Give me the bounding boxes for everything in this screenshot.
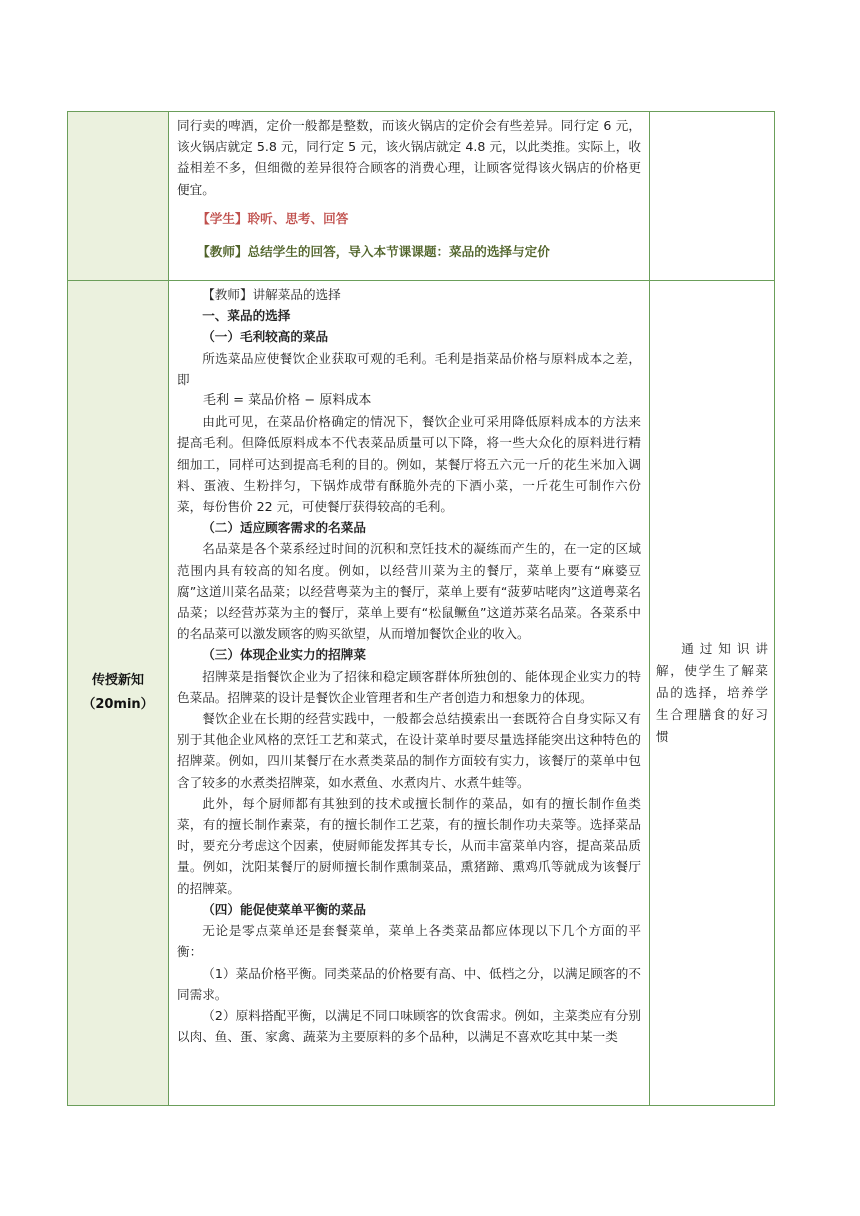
table-row-intro: [68, 112, 775, 281]
teacher-summary: 【教师】总结学生的回答，导入本节课课题：菜品的选择与定价: [197, 244, 550, 260]
intro-paragraph: 同行卖的啤酒，定价一般都是整数，而该火锅店的定价会有些差异。同行定 6 元，该火锅店就定 5.8 元，同行定 5 元，该火锅店就定 4.8 元，以此类推。实际上，收益相差不多，但细微的差异很符合顾客的消费心理，让顾客觉得该火锅店的价格更便宜。: [177, 118, 641, 197]
table-row-new-knowledge: [68, 281, 775, 1106]
stage-label: 传授新知: [91, 673, 144, 688]
stage-cell-new-knowledge: [68, 281, 169, 1106]
stage-cell-intro: [68, 112, 169, 281]
subheading-4: （四）能促使菜单平衡的菜品: [202, 901, 366, 917]
subheading-1: （一）毛利较高的菜品: [202, 329, 329, 345]
purpose-cell-intro: [650, 112, 775, 281]
paragraph-3: 名品菜是各个菜系经过时间的沉积和烹饪技术的凝练而产生的，在一定的区域范围内具有较高的知名度。例如，以经营川菜为主的餐厅，菜单上要有“麻婆豆腐”这道川菜名品菜；以经营粤菜为主的餐厅，菜单上要有“菠萝咕咾肉”这道粤菜名品菜；以经营苏菜为主的餐厅，菜单上要有“松鼠鳜鱼”这道苏菜名品菜。各菜系中的名品菜可以激发顾客的购买欲望，从而增加餐饮企业的收入。: [177, 541, 641, 642]
student-activity: 【学生】聆听、思考、回答: [197, 210, 349, 226]
paragraph-8: （1）菜品价格平衡。同类菜品的价格要有高、中、低档之分，以满足顾客的不同需求。: [177, 965, 641, 1002]
content-cell-new-knowledge: [169, 281, 650, 1106]
teacher-line: 【教师】讲解菜品的选择: [202, 287, 341, 302]
formula: 毛利 = 菜品价格 − 原料成本: [203, 393, 372, 409]
stage-time: （20min）: [82, 697, 154, 712]
section-heading-1: 一、菜品的选择: [202, 308, 291, 324]
paragraph-9: （2）原料搭配平衡，以满足不同口味顾客的饮食需求。例如，主菜类应有分别以肉、鱼、蛋、家禽、蔬菜为主要原料的多个品种，以满足不喜欢吃其中某一类: [177, 1007, 641, 1045]
subheading-3: （三）体现企业实力的招牌菜: [202, 647, 366, 663]
paragraph-4: 招牌菜是指餐饮企业为了招徕和稳定顾客群体所独创的、能体现企业实力的特色菜品。招牌菜的设计是餐饮企业管理者和生产者创造力和想象力的体现。: [177, 668, 641, 705]
subheading-2: （二）适应顾客需求的名菜品: [202, 520, 366, 536]
lesson-plan-table: [67, 111, 775, 1106]
teaching-purpose: [650, 638, 774, 748]
purpose-cell-new-knowledge: [650, 281, 775, 1106]
paragraph-6: 此外，每个厨师都有其独到的技术或擅长制作的菜品，如有的擅长制作鱼类菜，有的擅长制作素菜，有的擅长制作工艺菜，有的擅长制作功夫菜等。选择菜品时，要充分考虑这个因素，使厨师能发挥其专长，从而丰富菜单内容，提高菜品质量。例如，沈阳某餐厅的厨师擅长制作熏制菜品，熏猪蹄、熏鸡爪等就成为该餐厅的招牌菜。: [177, 795, 641, 896]
paragraph-5: 餐饮企业在长期的经营实践中，一般都会总结摸索出一套既符合自身实际又有别于其他企业风格的烹饪工艺和菜式，在设计菜单时要尽量选择能突出这种特色的招牌菜。例如，四川某餐厅在水煮类菜品的制作方面较有实力，该餐厅的菜单中包含了较多的水煮类招牌菜，如水煮鱼、水煮肉片、水煮牛蛙等。: [177, 711, 641, 790]
teaching-purpose-text: 通过知识讲解，使学生了解菜品的选择，培养学生合理膳食的好习惯: [656, 641, 768, 744]
paragraph-7: 无论是零点菜单还是套餐菜单，菜单上各类菜品都应体现以下几个方面的平衡：: [177, 923, 641, 960]
paragraph-1: 所选菜品应使餐饮企业获取可观的毛利。毛利是指菜品价格与原料成本之差，即: [177, 350, 641, 387]
paragraph-2: 由此可见，在菜品价格确定的情况下，餐饮企业可采用降低原料成本的方法来提高毛利。但降低原料成本不代表菜品质量可以下降，将一些大众化的原料进行精细加工，同样可达到提高毛利的目的。例如，某餐厅将五六元一斤的花生米加入调料、蛋液、生粉拌匀，下锅炸成带有酥脆外壳的下酒小菜，一斤花生可制作六份菜，每份售价 22 元，可使餐厅获得较高的毛利。: [177, 414, 641, 515]
content-cell-intro: [169, 112, 650, 281]
